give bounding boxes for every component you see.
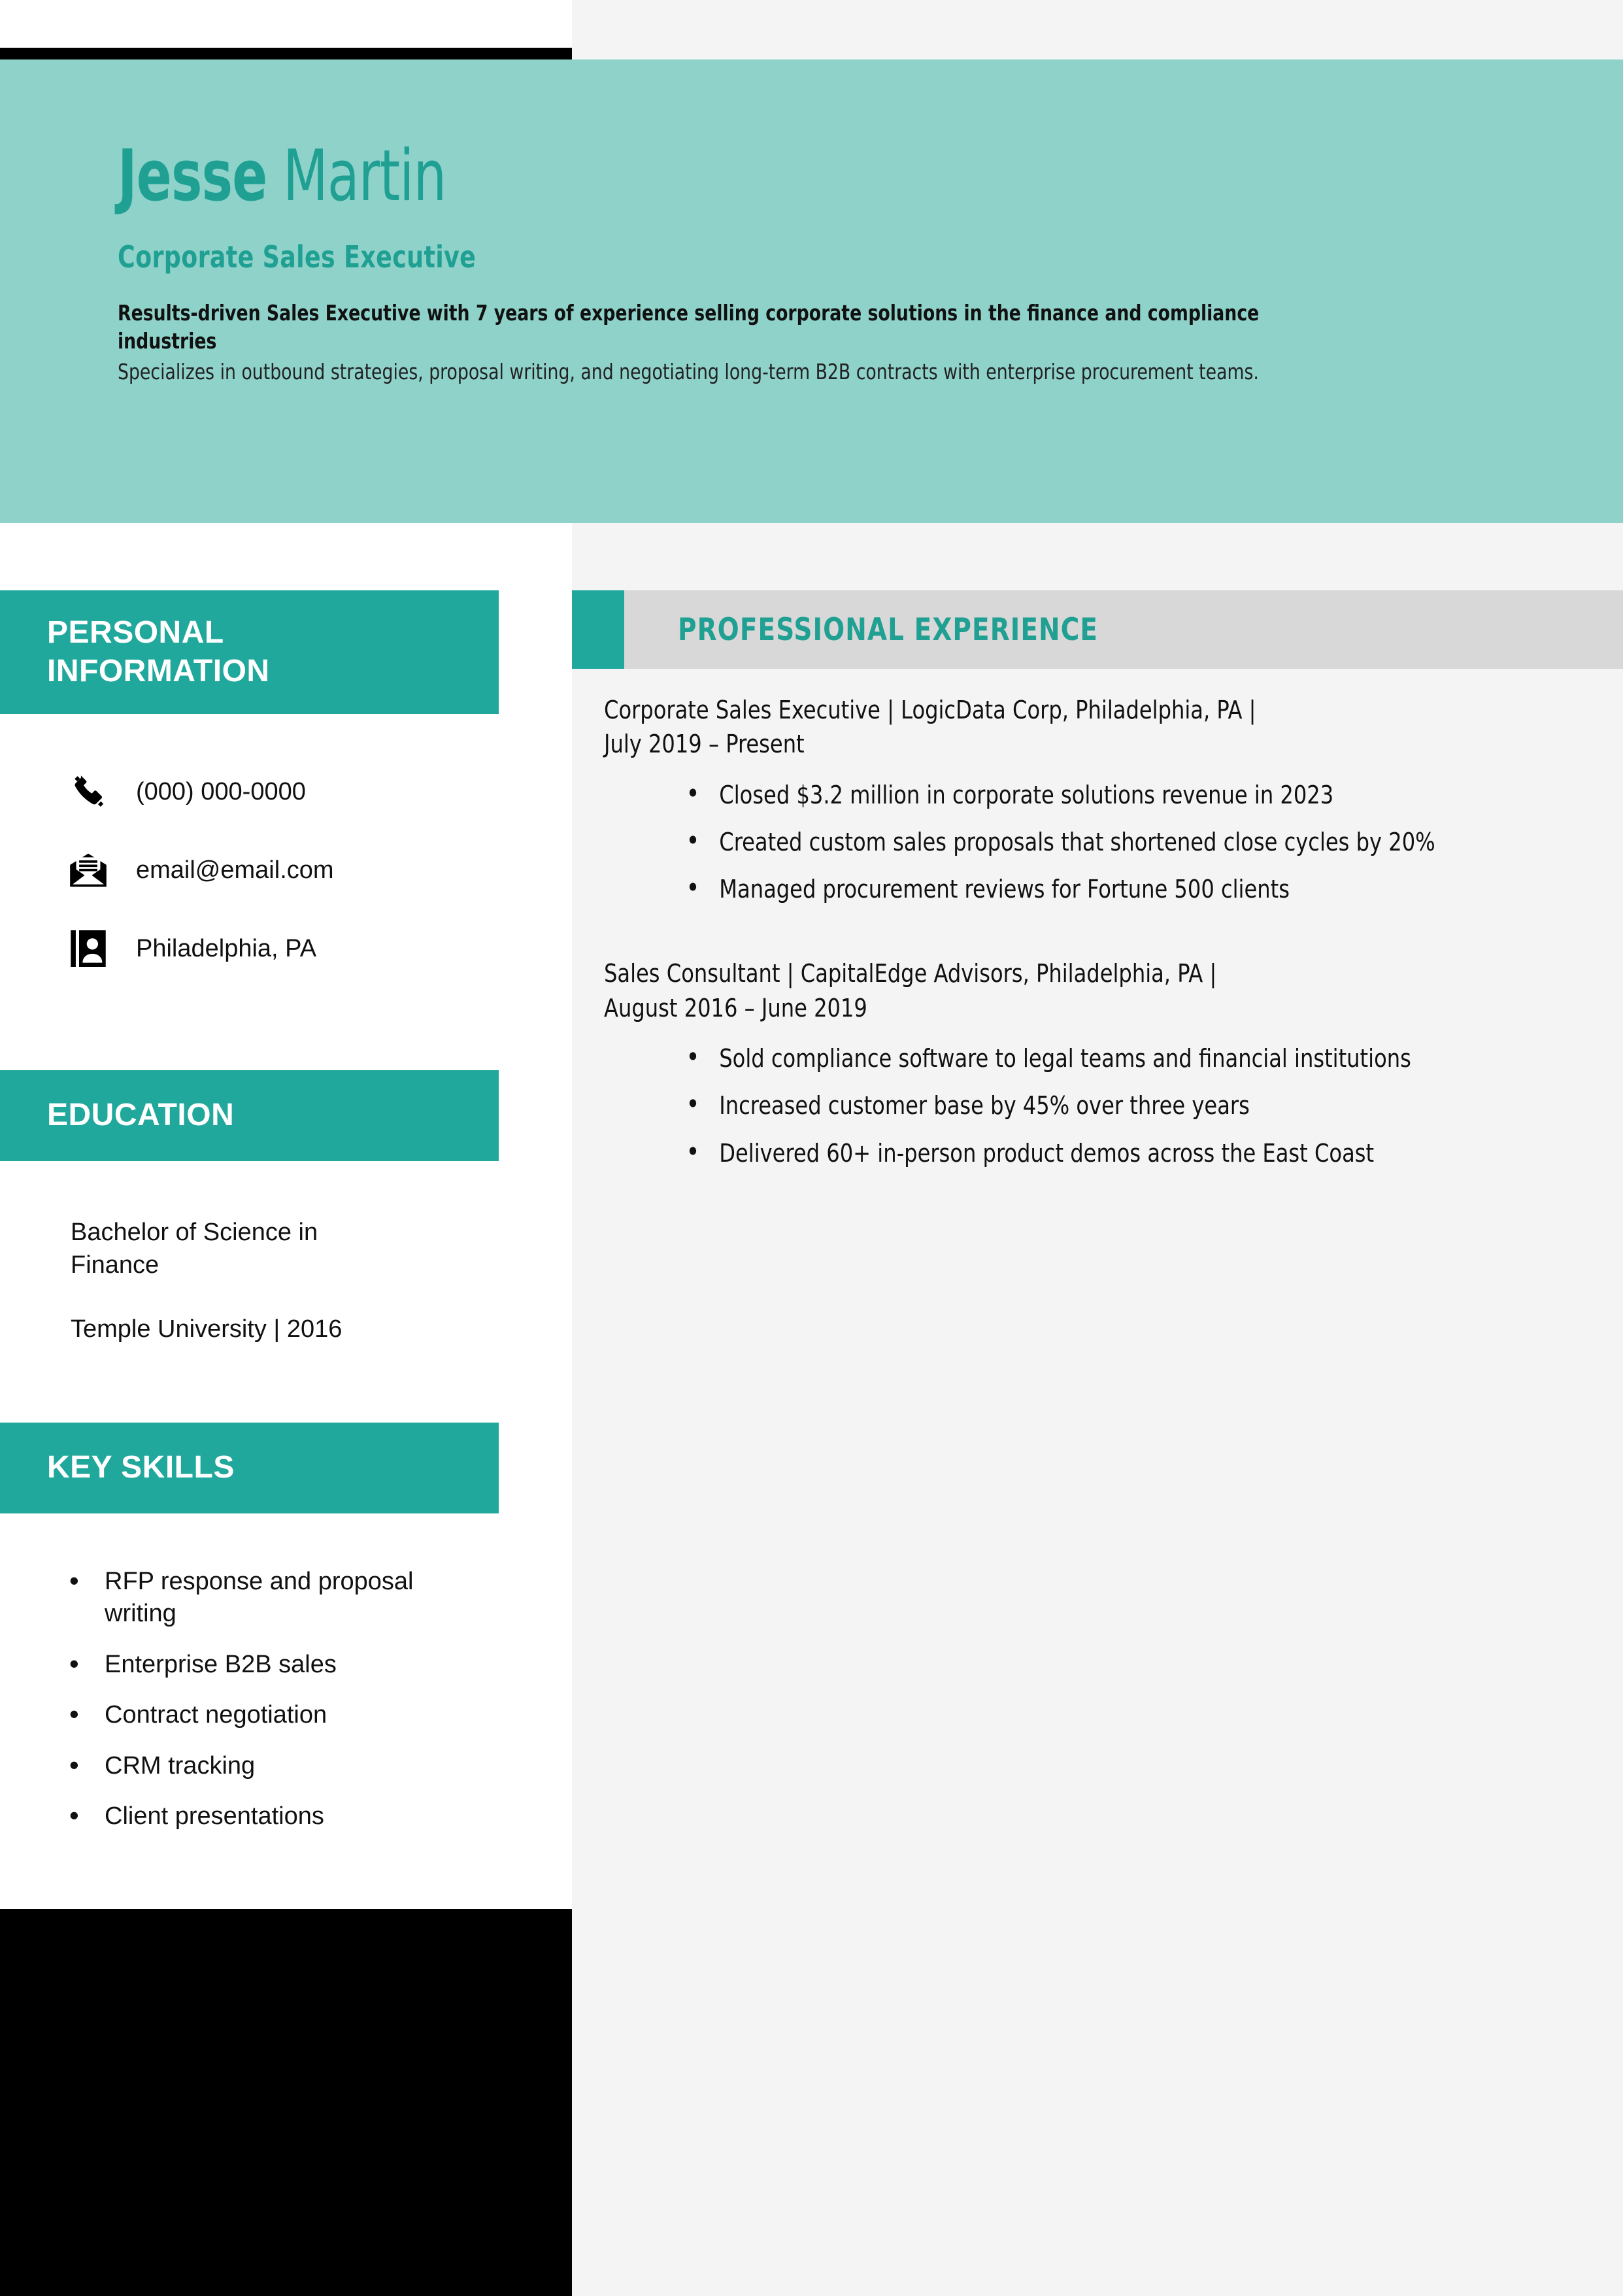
contact-row-email	[0, 850, 516, 890]
contact-row-phone	[0, 771, 516, 812]
list-item: • Client presentations	[64, 1800, 430, 1832]
location-value: Philadelphia, PA	[136, 934, 317, 962]
experience-headline-line1: Corporate Sales Executive | LogicData Corp, Philadelphia, PA |	[604, 696, 1256, 724]
list-item: • Delivered 60+ in-person product demos across the East Coast	[681, 1137, 1543, 1170]
education-heading: EDUCATION	[47, 1098, 235, 1132]
experience-body	[604, 693, 1598, 1184]
experience-entry	[604, 956, 1598, 1169]
experience-heading: PROFESSIONAL EXPERIENCE	[678, 611, 1099, 648]
section-header-key-skills	[0, 1423, 499, 1513]
section-header-personal-information	[0, 590, 499, 714]
education-spacer	[0, 1281, 516, 1313]
bottom-black-block	[0, 1909, 572, 2296]
experience-bullet-list	[604, 779, 1598, 905]
list-item: • Contract negotiation	[64, 1699, 430, 1731]
section-header-education	[0, 1070, 499, 1161]
key-skills-heading: KEY SKILLS	[47, 1450, 235, 1485]
phone-icon	[68, 771, 109, 812]
top-black-accent-bar	[0, 48, 572, 59]
summary-detail: Specializes in outbound strategies, proposal writing, and negotiating long-term B2B contracts with enterprise procurement teams.	[118, 358, 1259, 384]
phone-value: (000) 000-0000	[136, 777, 306, 805]
list-item: • Increased customer base by 45% over three years	[681, 1089, 1543, 1122]
header-banner-content	[118, 135, 1477, 386]
list-item: • RFP response and proposal writing	[64, 1566, 430, 1630]
list-item: • Managed procurement reviews for Fortune 500 clients	[681, 873, 1543, 905]
email-icon	[68, 850, 109, 890]
education-degree: Bachelor of Science in Finance	[71, 1219, 318, 1279]
key-skills-body	[0, 1566, 516, 1851]
header-banner	[0, 59, 1623, 523]
list-item: • CRM tracking	[64, 1750, 430, 1782]
education-body	[0, 1216, 516, 1345]
education-school: Temple University | 2016	[71, 1315, 343, 1343]
job-title: Corporate Sales Executive	[118, 239, 477, 275]
list-item: • Created custom sales proposals that shortened close cycles by 20%	[681, 826, 1543, 858]
experience-headline-line2: July 2019 – Present	[604, 730, 805, 759]
contact-list	[0, 771, 516, 1007]
list-item: • Enterprise B2B sales	[64, 1649, 430, 1681]
experience-header-accent	[572, 590, 624, 669]
full-name	[118, 135, 1233, 217]
key-skills-list	[0, 1566, 516, 1832]
list-item: • Closed $3.2 million in corporate solutions revenue in 2023	[681, 779, 1543, 811]
personal-information-heading-line2: INFORMATION	[47, 653, 270, 688]
contact-card-icon	[68, 928, 109, 969]
section-header-professional-experience	[572, 590, 1623, 669]
experience-entry	[604, 693, 1598, 905]
summary-highlight: Results-driven Sales Executive with 7 years of experience selling corporate solutions in the finance and compliance industries	[118, 300, 1260, 354]
first-name: Jesse	[118, 135, 267, 217]
list-item: • Sold compliance software to legal teams and financial institutions	[681, 1042, 1543, 1075]
personal-information-heading-line1: PERSONAL	[47, 615, 224, 650]
experience-headline-line2: August 2016 – June 2019	[604, 993, 867, 1022]
contact-row-location	[0, 928, 516, 969]
experience-headline-line1: Sales Consultant | CapitalEdge Advisors, Philadelphia, PA |	[604, 959, 1217, 988]
email-value: email@email.com	[136, 856, 334, 884]
experience-spacer	[604, 920, 1598, 956]
last-name: Martin	[282, 135, 446, 217]
experience-bullet-list	[604, 1042, 1598, 1169]
